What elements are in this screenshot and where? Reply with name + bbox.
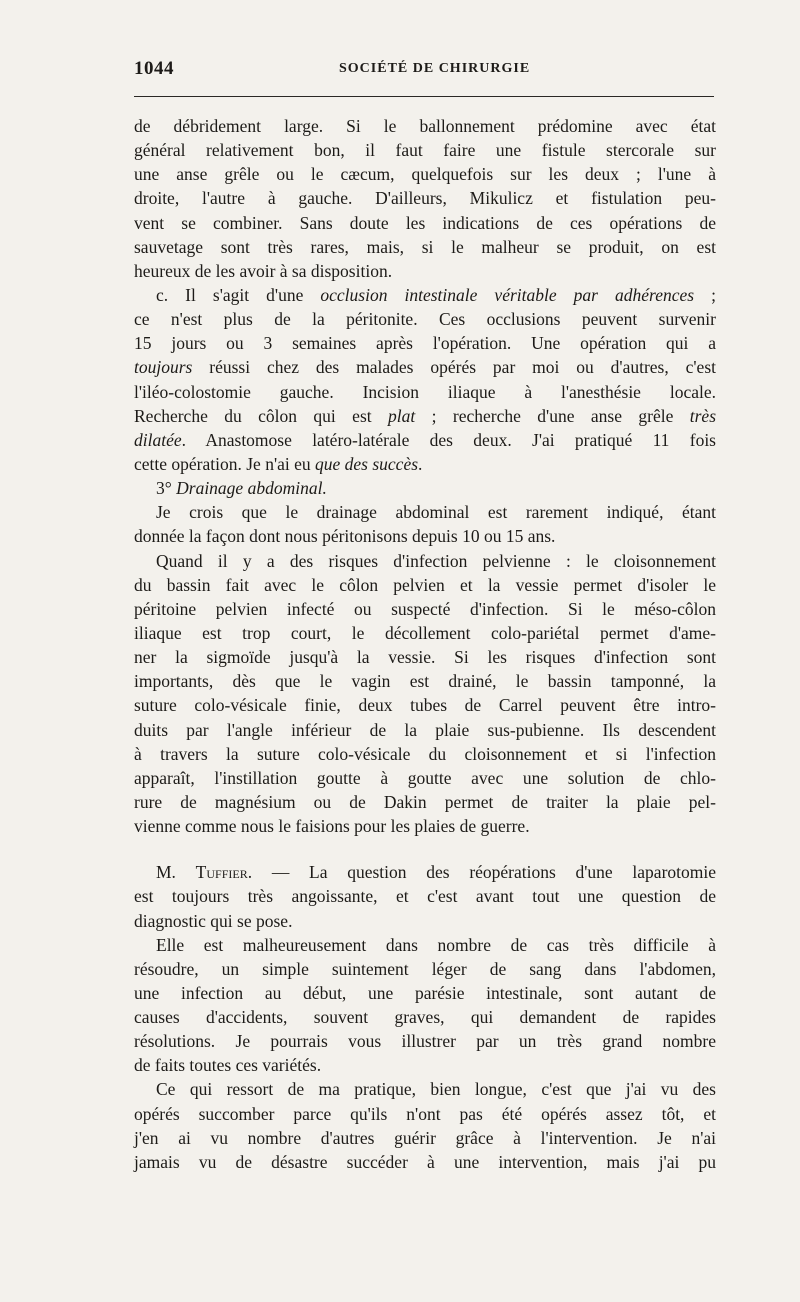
text-line: importants, dès que le vagin est drainé, le bassin tamponné, la — [134, 671, 716, 692]
italic-run: toujours — [134, 357, 193, 378]
speaker-name: Tuffier — [195, 862, 248, 883]
text-line: du bassin fait avec le côlon pelvien et la vessie permet d'isoler le — [134, 574, 716, 595]
paragraph-drainage-2 — [134, 549, 716, 839]
running-head: SOCIÉTÉ DE CHIRURGIE — [339, 61, 531, 76]
text-run: . — [418, 453, 423, 474]
text-line: jamais vu de désastre succéder à une intervention, mais j'ai pu — [134, 1151, 716, 1172]
italic-run: Drainage abdominal. — [176, 478, 327, 499]
text-line: heureux de les avoir à sa disposition. — [134, 260, 393, 281]
text-line: apparaît, l'instillation goutte à goutte avec une solution de chlo- — [134, 767, 716, 788]
paragraph-section-c — [134, 283, 716, 476]
text-line: de débridement large. Si le ballonnement prédomine avec état — [134, 116, 716, 136]
text-line — [134, 404, 716, 428]
text-line: une infection au début, une parésie intestinale, sont autant de — [134, 982, 716, 1003]
paragraph-tuffier-1 — [134, 860, 716, 932]
paragraph-tuffier-2 — [134, 933, 716, 1078]
text-line: droite, l'autre à gauche. D'ailleurs, Mikulicz et fistulation peu- — [134, 188, 716, 209]
text-line: vienne comme nous le faisions pour les plaies de guerre. — [134, 816, 530, 837]
text-line: est toujours très angoissante, et c'est avant tout une question de — [134, 886, 716, 907]
text-line — [134, 283, 716, 307]
text-run: M. — [156, 862, 196, 883]
header-rule — [134, 96, 714, 97]
text-line: ce n'est plus de la péritonite. Ces occlusions peuvent survenir — [134, 309, 716, 330]
text-line — [134, 452, 716, 476]
text-line: suture colo-vésicale finie, deux tubes de Carrel peuvent être intro- — [134, 695, 716, 716]
text-run: . Anastomose latéro-latérale des deux. J'ai pratiqué 11 fois — [181, 429, 716, 450]
text-run: cette opération. Je n'ai eu — [134, 453, 315, 474]
text-line: résolutions. Je pourrais vous illustrer par un très grand nombre — [134, 1031, 716, 1052]
text-line: 15 jours ou 3 semaines après l'opération. Une opération qui a — [134, 333, 716, 354]
italic-run: occlusion intestinale véritable par adhérences — [320, 284, 695, 305]
text-line: sauvetage sont très rares, mais, si le malheur se produit, on est — [134, 236, 716, 257]
text-line: duits par l'angle inférieur de la plaie sus-pubienne. Ils descendent — [134, 719, 716, 740]
text-line: opérés succomber parce qu'ils n'ont pas été opérés assez tôt, et — [134, 1103, 716, 1124]
text-line: iliaque est trop court, le décollement colo-pariétal permet d'ame- — [134, 622, 716, 643]
paragraph-gap — [134, 838, 716, 860]
text-line — [134, 860, 716, 884]
text-line — [134, 355, 716, 379]
paragraph-drainage-1 — [134, 500, 716, 548]
paragraph-section-b-end — [134, 114, 716, 283]
text-line: Ce qui ressort de ma pratique, bien longue, c'est que j'ai vu des — [156, 1079, 716, 1100]
paragraph-tuffier-3 — [134, 1077, 716, 1174]
page-body — [134, 114, 716, 1174]
text-line: donnée la façon dont nous péritonisons depuis 10 ou 15 ans. — [134, 526, 556, 547]
section-heading-drainage — [134, 476, 716, 500]
text-line: péritoine pelvien infecté ou suspecté d'infection. Si le méso-côlon — [134, 598, 716, 619]
page-header — [134, 58, 714, 84]
text-line: une anse grêle ou le cæcum, quelquefois sur les deux ; l'une à — [134, 164, 716, 185]
text-run: ; — [694, 284, 716, 305]
text-run: 3° — [156, 478, 177, 499]
text-line: rure de magnésium ou de Dakin permet de traiter la plaie pel- — [134, 791, 716, 812]
text-run: . — La question des réopérations d'une laparotomie — [247, 862, 717, 883]
text-line: Je crois que le drainage abdominal est rarement indiqué, étant — [156, 502, 716, 523]
italic-run: très — [689, 405, 716, 426]
text-line: vent se combiner. Sans doute les indications de ces opérations de — [134, 212, 716, 233]
text-line: Elle est malheureusement dans nombre de cas très difficile à — [156, 934, 716, 955]
text-line: causes d'accidents, souvent graves, qui demandent de rapides — [134, 1007, 716, 1028]
page-number: 1044 — [134, 58, 174, 79]
text-line: Quand il y a des risques d'infection pelvienne : le cloisonnement — [156, 550, 716, 571]
text-run: réussi chez des malades opérés par moi ou d'autres, c'est — [192, 357, 716, 378]
text-line: j'en ai vu nombre d'autres guérir grâce à l'intervention. Je n'ai — [134, 1127, 716, 1148]
text-line: diagnostic qui se pose. — [134, 910, 293, 931]
text-line — [134, 428, 716, 452]
italic-run: plat — [388, 405, 416, 426]
italic-run: dilatée — [134, 429, 182, 450]
text-line: l'iléo-colostomie gauche. Incision iliaque à l'anesthésie locale. — [134, 381, 716, 402]
text-run: ; recherche d'une anse grêle — [415, 405, 690, 426]
text-line: général relativement bon, il faut faire une fistule stercorale sur — [134, 140, 716, 161]
text-run: Recherche du côlon qui est — [134, 405, 389, 426]
text-line: résoudre, un simple suintement léger de sang dans l'abdomen, — [134, 958, 716, 979]
text-run: c. Il s'agit d'une — [156, 284, 321, 305]
text-line: de faits toutes ces variétés. — [134, 1055, 322, 1076]
text-line: à travers la suture colo-vésicale du cloisonnement et si l'infection — [134, 743, 716, 764]
text-line: ner la sigmoïde jusqu'à la vessie. Si les risques d'infection sont — [134, 647, 716, 668]
italic-run: que des succès — [315, 453, 419, 474]
